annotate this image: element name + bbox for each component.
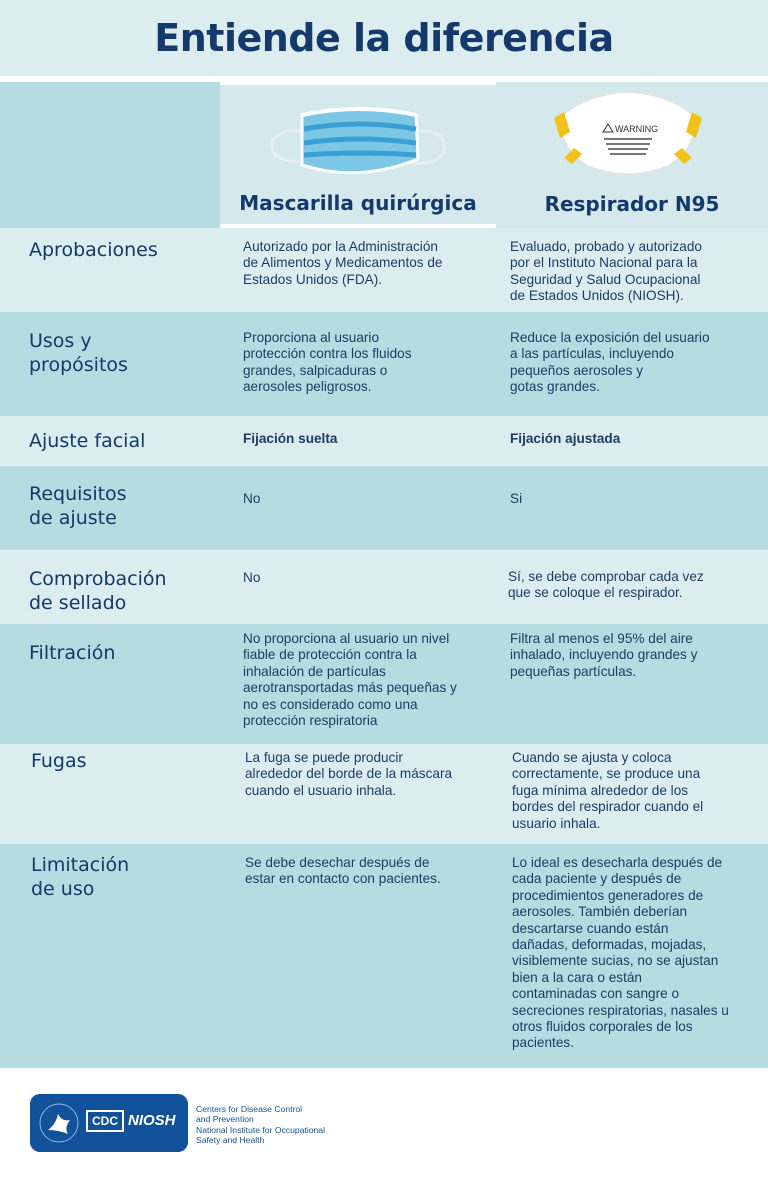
row-label: Ajuste facial	[29, 430, 146, 452]
n95-cell: Fijación ajustada	[510, 431, 621, 446]
row-requisitos	[0, 466, 768, 550]
n95-cell: Filtra al menos el 95% del aire inhalado, incluyendo grandes y pequeñas partículas.	[510, 631, 698, 679]
surgical-mask-cell: Proporciona al usuario protección contra los fluidos grandes, salpicaduras o aerosoles peligrosos.	[243, 330, 412, 395]
n95-cell: Evaluado, probado y autorizado por el Instituto Nacional para la Seguridad y Salud Ocupacional de Estados Unidos (NIOSH).	[510, 239, 702, 304]
row-aprobaciones	[0, 228, 768, 312]
row-ajuste-facial	[0, 416, 768, 466]
n95-cell: Si	[510, 491, 523, 506]
page-title: Entiende la diferencia	[154, 16, 614, 60]
surgical-mask-cell: No	[243, 570, 261, 585]
surgical-mask-title: Mascarilla quirúrgica	[239, 191, 477, 215]
row-usos	[0, 312, 768, 416]
row-fugas	[0, 744, 768, 844]
surgical-mask-header	[220, 82, 496, 228]
cdc-niosh-logo	[30, 1094, 188, 1152]
surgical-mask-cell: No	[243, 491, 261, 506]
title-bar	[0, 0, 768, 76]
row-filtracion	[0, 624, 768, 744]
surgical-mask-cell: Autorizado por la Administración de Alimentos y Medicamentos de Estados Unidos (FDA).	[243, 239, 443, 287]
n95-cell: Reduce la exposición del usuario a las partículas, incluyendo pequeños aerosoles y gotas grandes.	[510, 330, 710, 395]
surgical-mask-cell: Fijación suelta	[243, 431, 338, 446]
n95-cell: Sí, se debe comprobar cada vez que se coloque el respirador.	[508, 569, 704, 601]
n95-cell: Lo ideal es desecharla después de cada paciente y después de procedimientos generadores de aerosoles. También deberían descartarse cuando están dañadas, deformadas, mojadas, visiblemente sucias, no se ajustan bien a la cara o están contaminadas con sangre o secreciones respiratorias, nasales u otros fluidos corporales de los pacientes.	[512, 855, 729, 1051]
n95-header	[496, 82, 768, 228]
row-label: Fugas	[31, 750, 87, 772]
row-label: Usos y propósitos	[29, 330, 128, 376]
surgical-mask-cell: La fuga se puede producir alrededor del borde de la máscara cuando el usuario inhala.	[245, 750, 453, 798]
n95-title: Respirador N95	[544, 192, 720, 216]
row-limitacion	[0, 844, 768, 1068]
niosh-logo: NIOSH	[128, 1112, 176, 1129]
n95-respirator-icon	[548, 88, 708, 184]
footer	[0, 1068, 768, 1181]
surgical-mask-cell: No proporciona al usuario un nivel fiable de protección contra la inhalación de partículas aerotransportadas más pequeñas y no es considerado como una protección respiratoria	[243, 631, 457, 729]
row-label: Aprobaciones	[29, 239, 158, 261]
row-label: Requisitos de ajuste	[29, 483, 127, 529]
row-label: Limitación de uso	[31, 854, 130, 900]
organization-name: Centers for Disease Control and Prevention National Institute for Occupational Safety and Health	[196, 1104, 325, 1146]
column-header	[0, 82, 768, 228]
row-label: Comprobación de sellado	[29, 568, 167, 614]
warning-label: WARNING	[615, 124, 659, 134]
hhs-eagle-icon	[38, 1102, 80, 1144]
surgical-mask-cell: Se debe desechar después de estar en contacto con pacientes.	[245, 855, 441, 887]
surgical-mask-icon	[264, 95, 454, 187]
row-comprobacion	[0, 550, 768, 624]
cdc-logo: CDC	[86, 1110, 124, 1132]
row-label: Filtración	[29, 642, 116, 664]
n95-cell: Cuando se ajusta y coloca correctamente, se produce una fuga mínima alrededor de los bordes del respirador cuando el usuario inhala.	[512, 750, 704, 831]
